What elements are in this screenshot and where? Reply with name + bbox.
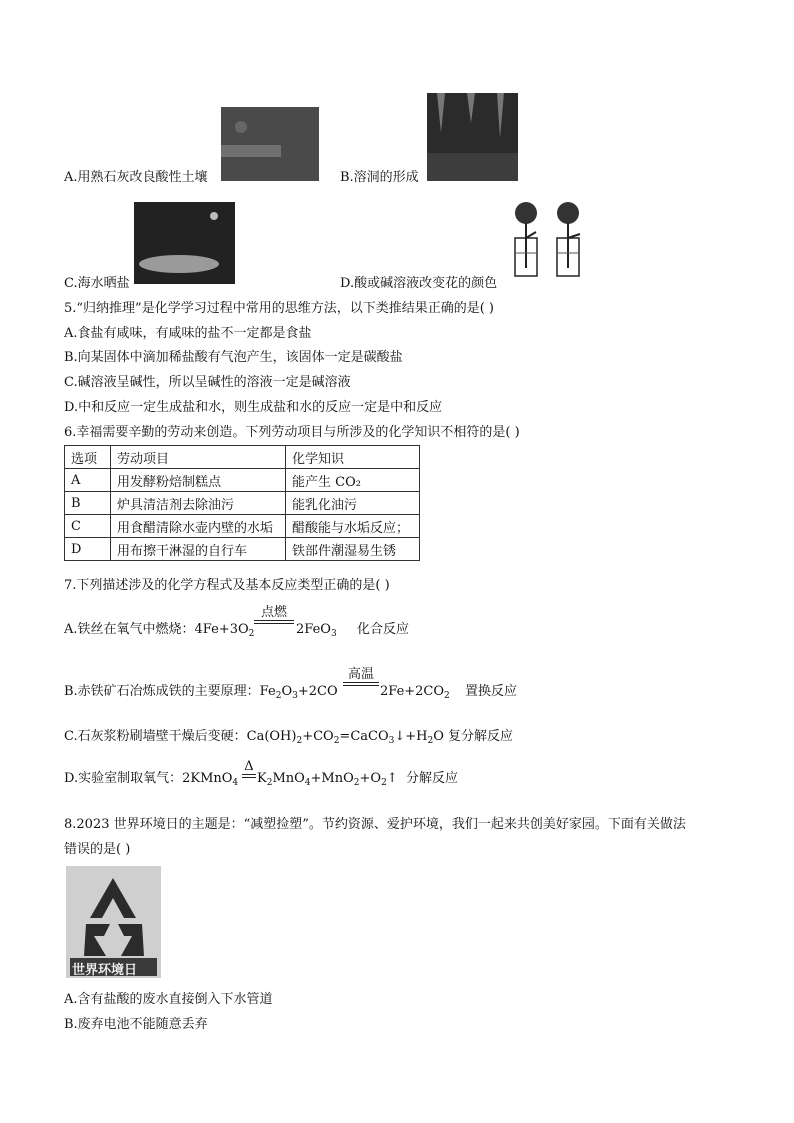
q7-stem: 7.下列描述涉及的化学方程式及基本反应类型正确的是( ) xyxy=(64,578,390,593)
q7-a-left: 4Fe+3O xyxy=(194,622,249,637)
q4-option-d[interactable]: D.酸或碱溶液改变花的颜色 xyxy=(340,276,498,291)
subscript: 2 xyxy=(296,736,303,746)
environment-day-poster xyxy=(66,866,161,978)
table-row[interactable] xyxy=(65,469,420,492)
q6-table xyxy=(64,445,420,561)
subscript: 2 xyxy=(381,778,387,788)
equals-sign xyxy=(242,774,256,778)
q7-option-a[interactable] xyxy=(64,622,254,640)
flower-vases-icon xyxy=(506,198,591,286)
q7-a-right xyxy=(296,622,337,640)
equals-sign xyxy=(254,620,294,624)
karst-cave-photo-art xyxy=(427,93,518,181)
formula-text: ↑ xyxy=(386,771,398,786)
q7-a-type: 化合反应 xyxy=(357,622,410,637)
q7-c-type: 复分解反应 xyxy=(448,729,514,744)
condition-label: 点燃 xyxy=(260,605,287,620)
formula-text: +O xyxy=(359,771,382,786)
subscript: 3 xyxy=(388,736,395,746)
sea-salt-photo xyxy=(134,202,235,284)
table-header-cell: 化学知识 xyxy=(286,446,420,469)
q5-option-d[interactable]: D.中和反应一定生成盐和水，则生成盐和水的反应一定是中和反应 xyxy=(64,400,443,415)
formula-text: D.实验室制取氧气：2KMnO xyxy=(64,771,233,786)
formula-text: 2Fe xyxy=(296,622,321,637)
table-cell: C xyxy=(65,515,111,538)
table-header-cell: 选项 xyxy=(65,446,111,469)
subscript: 2 xyxy=(248,629,255,639)
table-cell: 用布擦干淋湿的自行车 xyxy=(111,538,286,561)
condition-label: Δ xyxy=(244,759,254,774)
flower-vases-art xyxy=(506,198,591,286)
formula-text: MnO xyxy=(272,771,305,786)
equals-sign xyxy=(343,682,379,686)
q8-stem-line1: 8.2023 世界环境日的主题是：“减塑捡塑”。节约资源、爱护环境，我们一起来共创美好家园。下面有关做法 xyxy=(64,817,686,832)
q5-option-a[interactable]: A.食盐有咸味，有咸味的盐不一定都是食盐 xyxy=(64,326,312,341)
karst-cave-photo xyxy=(427,93,518,181)
q5-stem: 5.“归纳推理”是化学学习过程中常用的思维方法，以下类推结果正确的是( ) xyxy=(64,301,494,316)
formula-text: +MnO xyxy=(310,771,354,786)
formula-text: B.赤铁矿石冶炼成铁的主要原理：Fe xyxy=(64,684,276,699)
subscript: 2 xyxy=(427,736,434,746)
q7-a-condition xyxy=(254,606,294,624)
formula-text: O xyxy=(320,622,331,637)
subscript: 3 xyxy=(292,691,298,701)
table-cell: 铁部件潮湿易生锈 xyxy=(286,538,420,561)
table-cell: B xyxy=(65,492,111,515)
q7-b-condition xyxy=(343,668,379,686)
subscript: 2 xyxy=(275,691,282,701)
subscript: 2 xyxy=(266,778,273,788)
table-header-cell: 劳动项目 xyxy=(111,446,286,469)
formula-text: C.石灰浆粉刷墙壁干燥后变硬：Ca(OH) xyxy=(64,729,297,744)
table-cell: A xyxy=(65,469,111,492)
subscript: 2 xyxy=(333,736,340,746)
table-cell: D xyxy=(65,538,111,561)
q8-option-a[interactable]: A.含有盐酸的废水直接倒入下水管道 xyxy=(64,992,273,1007)
lime-soil-photo xyxy=(221,107,319,181)
subscript: 2 xyxy=(444,691,450,701)
formula-text: O xyxy=(433,729,444,744)
q8-option-b[interactable]: B.废弃电池不能随意丢弃 xyxy=(64,1017,208,1032)
q7-b-type: 置换反应 xyxy=(465,684,518,699)
condition-label: 高温 xyxy=(347,667,374,682)
subscript: 4 xyxy=(304,778,311,788)
table-row[interactable] xyxy=(65,492,420,515)
q4-option-b[interactable]: B.溶洞的形成 xyxy=(340,170,419,185)
table-cell: 用食醋清除水壶内壁的水垢 xyxy=(111,515,286,538)
table-cell: 醋酸能与水垢反应； xyxy=(286,515,420,538)
q7-b-right xyxy=(380,684,450,702)
q4-option-c[interactable]: C.海水晒盐 xyxy=(64,276,130,291)
q7-d-condition xyxy=(242,760,256,778)
q5-option-c[interactable]: C.碱溶液呈碱性，所以呈碱性的溶液一定是碱溶液 xyxy=(64,375,351,390)
formula-text: ↓+H xyxy=(394,729,428,744)
formula-text: K xyxy=(257,771,267,786)
q7-option-c[interactable] xyxy=(64,729,444,747)
q7-d-right xyxy=(257,771,398,789)
q7-option-b[interactable] xyxy=(64,684,338,702)
subscript: 3 xyxy=(330,629,337,639)
table-cell: 能产生 CO₂ xyxy=(286,469,420,492)
q7-option-d[interactable] xyxy=(64,771,238,789)
q6-stem: 6.幸福需要辛勤的劳动来创造。下列劳动项目与所涉及的化学知识不相符的是( ) xyxy=(64,425,520,440)
formula-text: +2CO xyxy=(297,684,338,699)
formula-text: =CaCO xyxy=(339,729,389,744)
q5-option-b[interactable]: B.向某固体中滴加稀盐酸有气泡产生，该固体一定是碳酸盐 xyxy=(64,350,403,365)
q4-option-a[interactable]: A.用熟石灰改良酸性土壤 xyxy=(64,170,208,185)
table-cell: 炉具清洁剂去除油污 xyxy=(111,492,286,515)
lime-soil-photo-art xyxy=(221,107,319,181)
q7-d-type: 分解反应 xyxy=(406,771,459,786)
table-header-row xyxy=(65,446,420,469)
table-cell: 能乳化油污 xyxy=(286,492,420,515)
poster-title: 世界环境日 xyxy=(72,963,138,978)
sea-salt-photo-art xyxy=(134,202,235,284)
table-row[interactable] xyxy=(65,515,420,538)
q8-stem-line2: 错误的是( ) xyxy=(64,842,131,857)
formula-text: +CO xyxy=(302,729,334,744)
table-row[interactable] xyxy=(65,538,420,561)
subscript: 4 xyxy=(232,778,239,788)
q7-a-label: A.铁丝在氧气中燃烧： xyxy=(64,622,195,637)
subscript: 2 xyxy=(353,778,360,788)
formula-text: 2Fe+2CO xyxy=(380,684,445,699)
table-cell: 用发酵粉焙制糕点 xyxy=(111,469,286,492)
formula-text: O xyxy=(281,684,293,699)
